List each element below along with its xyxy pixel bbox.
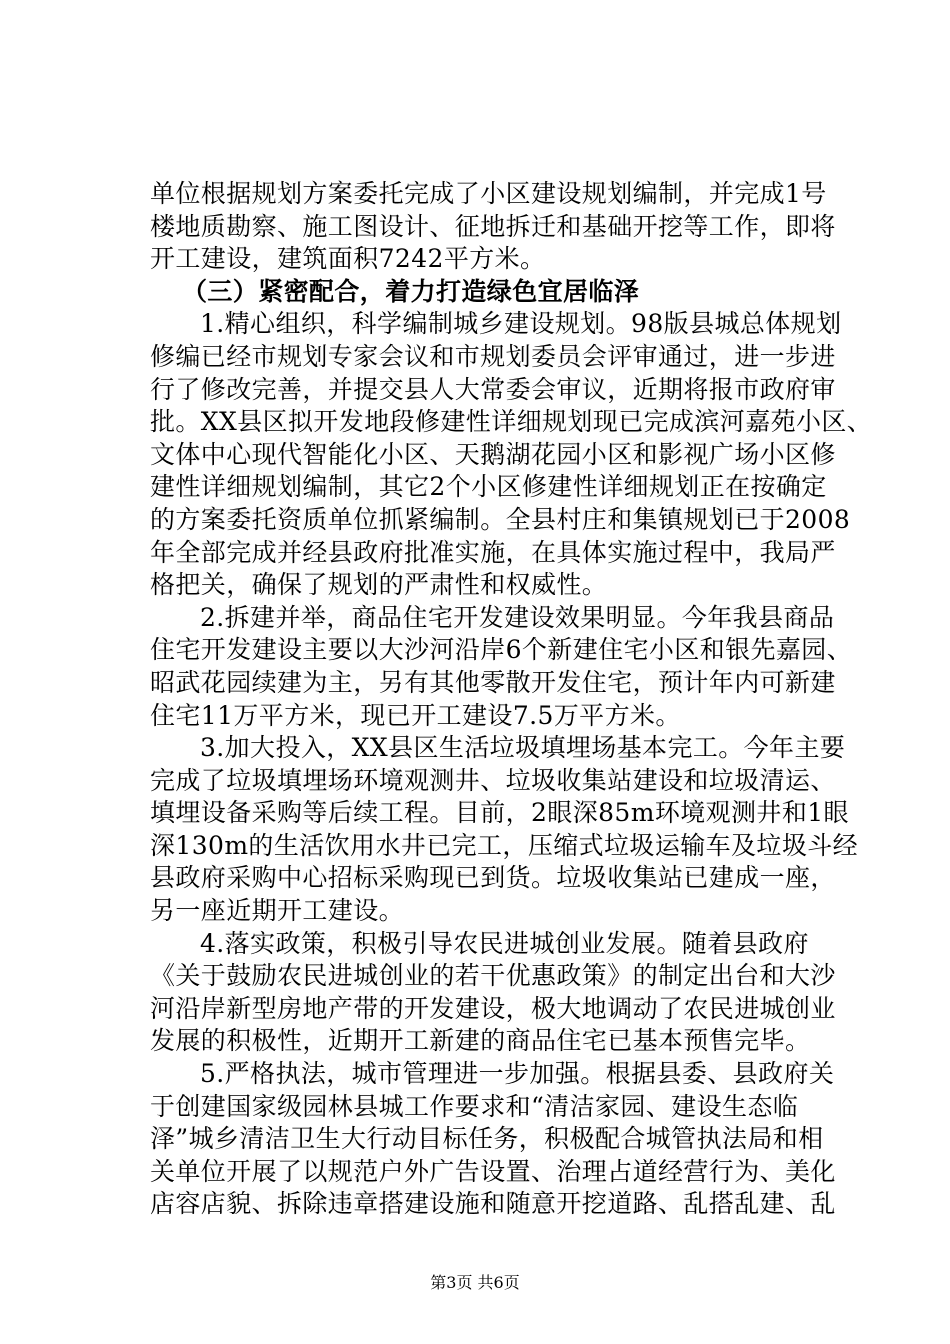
text-line: 关单位开展了以规范户外广告设置、治理占道经营行为、美化	[150, 1156, 836, 1186]
text-line: 深130m的生活饮用水井已完工，压缩式垃圾运输车及垃圾斗经	[150, 830, 859, 860]
text-line: 住宅11万平方米，现已开工建设7.5万平方米。	[150, 700, 681, 730]
text-line: 发展的积极性，近期开工新建的商品住宅已基本预售完毕。	[150, 1026, 811, 1056]
text-line: 楼地质勘察、施工图设计、征地拆迁和基础开挖等工作，即将	[150, 211, 836, 241]
text-line: 昭武花园续建为主，另有其他零散开发住宅，预计年内可新建	[150, 667, 836, 697]
paragraph-first-line: 2.拆建并举，商品住宅开发建设效果明显。今年我县商品	[200, 602, 835, 632]
page-number-footer: 第3页 共6页	[430, 1273, 520, 1292]
text-line: 的方案委托资质单位抓紧编制。全县村庄和集镇规划已于2008	[150, 504, 851, 534]
document-body	[150, 178, 873, 1221]
text-line: 建性详细规划编制，其它2个小区修建性详细规划正在按确定	[150, 472, 827, 502]
text-line: 格把关，确保了规划的严肃性和权威性。	[150, 570, 608, 600]
text-line: 填埋设备采购等后续工程。目前，2眼深85m环境观测井和1眼	[150, 798, 849, 828]
text-line: 住宅开发建设主要以大沙河沿岸6个新建住宅小区和银先嘉园、	[150, 635, 853, 665]
paragraph-first-line: 1.精心组织，科学编制城乡建设规划。98版县城总体规划	[200, 309, 842, 339]
text-line: 批。XX县区拟开发地段修建性详细规划现已完成滨河嘉苑小区、	[150, 407, 873, 437]
text-line: 县政府采购中心招标采购现已到货。垃圾收集站已建成一座，	[150, 863, 836, 893]
text-line: 开工建设，建筑面积7242平方米。	[150, 244, 546, 274]
text-line: 河沿岸新型房地产带的开发建设，极大地调动了农民进城创业	[150, 993, 836, 1023]
text-line: 修编已经市规划专家会议和市规划委员会评审通过，进一步进	[150, 341, 836, 371]
text-line: 行了修改完善，并提交县人大常委会审议，近期将报市政府审	[150, 374, 836, 404]
text-line: 年全部完成并经县政府批准实施，在具体实施过程中，我局严	[150, 537, 836, 567]
text-line: 泽”城乡清洁卫生大行动目标任务，积极配合城管执法局和相	[150, 1124, 824, 1154]
paragraph-first-line: 4.落实政策，积极引导农民进城创业发展。随着县政府	[200, 928, 809, 958]
text-line: 完成了垃圾填埋场环境观测井、垃圾收集站建设和垃圾清运、	[150, 765, 836, 795]
text-line: 《关于鼓励农民进城创业的若干优惠政策》的制定出台和大沙	[150, 961, 836, 991]
text-line: 文体中心现代智能化小区、天鹅湖花园小区和影视广场小区修	[150, 439, 836, 469]
paragraph-first-line: 5.严格执法，城市管理进一步加强。根据县委、县政府关	[200, 1059, 835, 1089]
paragraph-first-line: 3.加大投入，XX县区生活垃圾填埋场基本完工。今年主要	[200, 733, 846, 763]
text-line: 另一座近期开工建设。	[150, 896, 405, 926]
section-heading: （三）紧密配合，着力打造绿色宜居临泽	[182, 276, 640, 306]
text-line: 店容店貌、拆除违章搭建设施和随意开挖道路、乱搭乱建、乱	[150, 1189, 836, 1219]
text-line: 于创建国家级园林县城工作要求和“清洁家园、建设生态临	[150, 1091, 799, 1121]
text-line: 单位根据规划方案委托完成了小区建设规划编制，并完成1号	[150, 179, 827, 208]
